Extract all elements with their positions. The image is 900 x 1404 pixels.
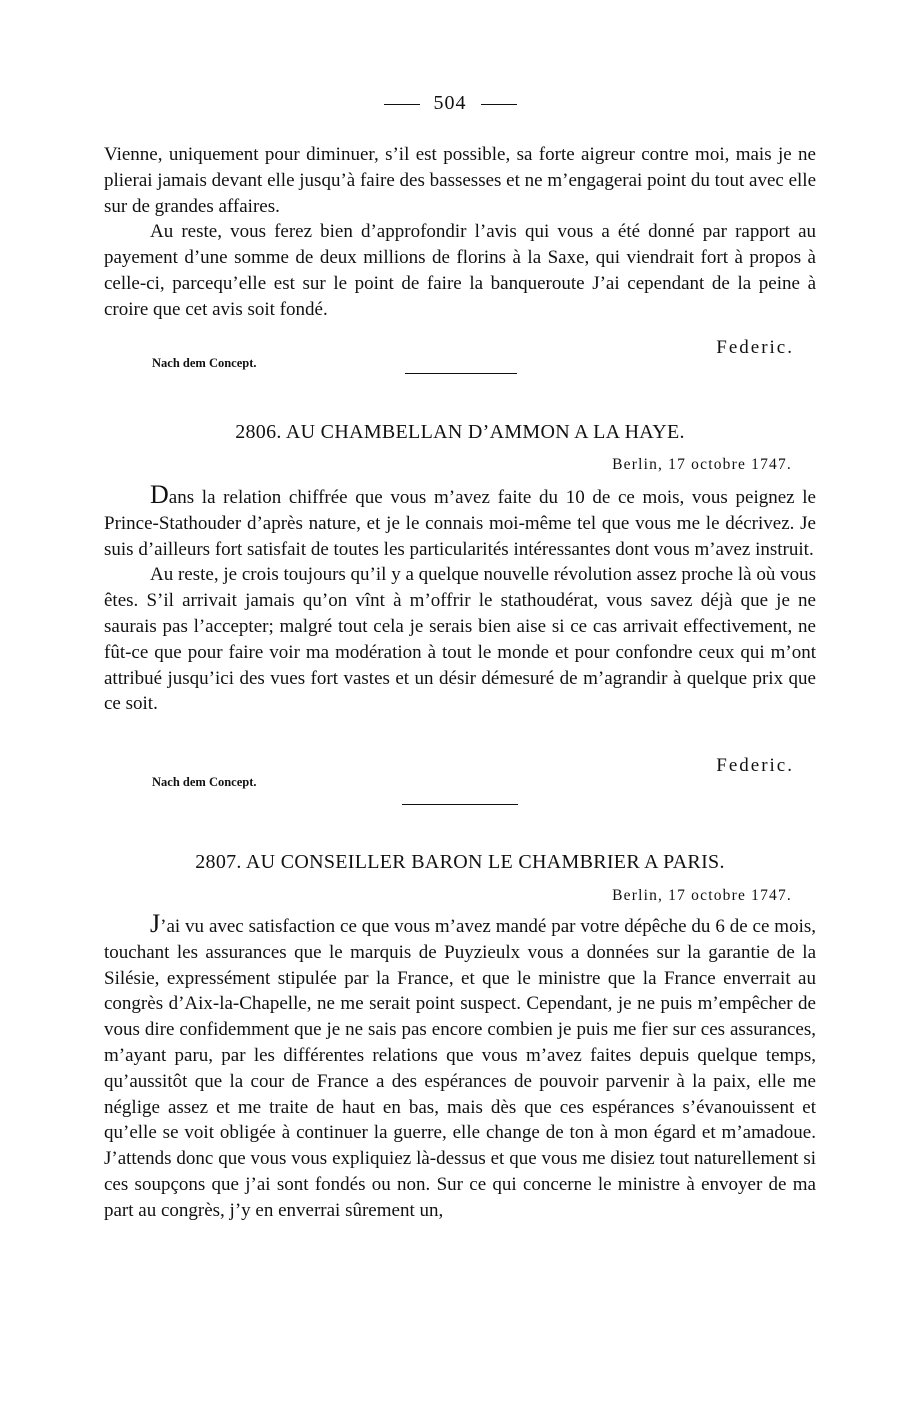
first-letter: J (150, 909, 161, 938)
paragraph (104, 911, 816, 1224)
signature: Federic. (716, 755, 794, 776)
page-number-dash-right (481, 104, 517, 105)
paragraph (104, 482, 816, 562)
page-number-text: 504 (433, 92, 467, 114)
letter-heading: 2807. AU CONSEILLER BARON LE CHAMBRIER A PARIS. (195, 851, 725, 873)
page-number (0, 92, 900, 115)
letter-dateline: Berlin, 17 octobre 1747. (612, 456, 792, 473)
letter-body (104, 911, 816, 1224)
continuation-block (104, 142, 816, 323)
source-note: Nach dem Concept. (152, 775, 257, 789)
paragraph: Au reste, vous ferez bien d’approfondir l’avis qui vous a été donné par rapport au payement d’une somme de deux millions de florins à la Saxe, qui viendrait fort à propos à celle-ci, parcequ’elle est sur le point de faire la banqueroute J’ai cependant de la peine à croire que cet avis soit fondé. (104, 221, 816, 320)
paragraph-text: ans la relation chiffrée que vous m’avez faite du 10 de ce mois, vous peignez le Prince-Stathouder d’après nature, et je le connais moi-même tel que vous me le décrivez. Je suis d’ailleurs fort satisfait de toutes les particularités intéressantes dont vous m’avez instruit. (104, 487, 816, 560)
signature: Federic. (716, 337, 794, 358)
page-number-dash-left (384, 104, 420, 105)
continuation-text (104, 142, 816, 323)
letter-body (104, 482, 816, 717)
letter-dateline: Berlin, 17 octobre 1747. (612, 887, 792, 904)
paragraph: Au reste, je crois toujours qu’il y a quelque nouvelle révolution assez proche là où vous êtes. S’il arrivait jamais qu’on vînt à m’offrir le stathoudérat, vous savez déjà que je ne saurais pas l’accepter; malgré tout cela je serais bien aise si ce cas arrivait effectivement, ne fût-ce que pour faire voir ma modération à tout le monde et pour confondre ceux qui m’ont attribué jusqu’ici des vues fort vastes et un désir démesuré de m’agrandir à quelque prix que ce soit. (104, 564, 816, 715)
section-divider (402, 804, 518, 805)
source-note: Nach dem Concept. (152, 356, 257, 370)
paragraph-text: ’ai vu avec satisfaction ce que vous m’avez mandé par votre dépêche du 6 de ce mois, touchant les assurances que le marquis de Puyzieulx vous a données sur la garantie de la Silésie, expressément stipulée par la France, et que le ministre que la France enverrait au congrès d’Aix-la-Chapelle, ne me serait point suspect. Cependant, je ne puis m’empêcher de vous dire confidemment que je ne sais pas encore combien je puis me fier sur ces assurances, m’ayant paru, par les différentes relations que vous m’avez faites depuis quelque temps, qu’aussitôt que la cour de France a des espérances de pouvoir parvenir à la paix, elle me néglige assez et me traite de haut en bas, mais dès que ces espérances s’évanouissent et qu’elle se voit obligée à continuer la guerre, elle change de ton à mon égard et m’amadoue. J’attends donc que vous vous expliquiez là-dessus et que vous me disiez tout naturellement si ces soupçons que j’ai sont fondés ou non. Sur ce qui concerne le ministre à envoyer de ma part au congrès, j’y en enverrai sûrement un, (104, 916, 816, 1221)
paragraph: Vienne, uniquement pour diminuer, s’il est possible, sa forte aigreur contre moi, mais je ne plierai jamais devant elle jusqu’à faire des bassesses et ne m’engagerai point du tout avec elle sur de grandes affaires. (104, 144, 816, 217)
letter-heading: 2806. AU CHAMBELLAN D’AMMON A LA HAYE. (235, 421, 685, 443)
first-letter: D (150, 480, 169, 509)
section-divider (405, 373, 517, 374)
